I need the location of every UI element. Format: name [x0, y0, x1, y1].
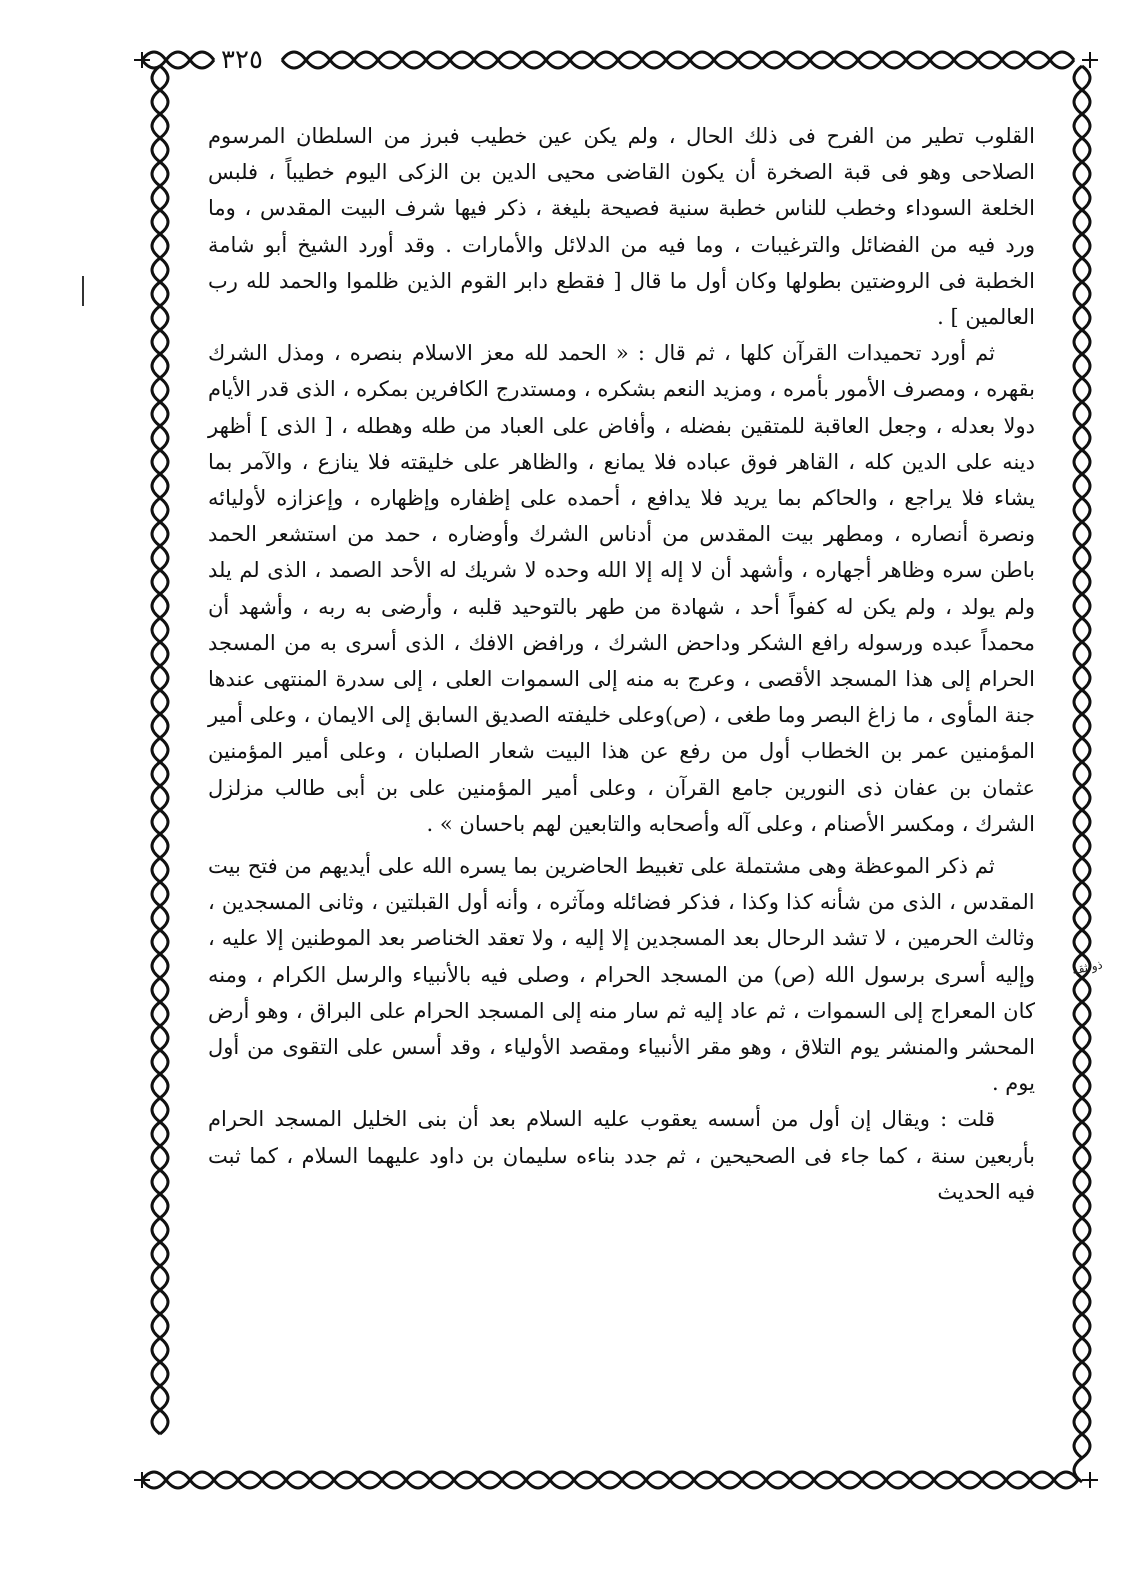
- line: وثالث الحرمين ، لا تشد الرحال بعد المسجدين إلا إليه ، ولا تعقد الخناصر بعد الموطنين إلا عليه ،: [208, 926, 1035, 951]
- line: وعرج به منه إلى السموات العلى ، إلى سدرة المنتهى عندها جنة المأوى ، ما زاغ البصر وما طغى ،: [208, 667, 1035, 728]
- line: رفع عن هذا البيت شعار الصلبان ، وعلى أمير المؤمنين عثمان بن عفان ذى النورين جامع القرآن ،: [208, 739, 1036, 800]
- line: بطولها وكان أول ما قال [ فقطع دابر القوم الذين ظلموا والحمد لله رب العالمين ] .: [208, 268, 1035, 330]
- line: فى قبة الصخرة أن يكون القاضى محيى الدين بن الزكى اليوم خطيباً ، فلبس الخلعة السوداء وخطب: [208, 160, 1035, 221]
- paragraph-3: [208, 848, 1035, 1101]
- line: ومطهر بيت المقدس من أدناس الشرك وأوضاره ، حمد من استشعر الحمد باطن سره وظاهر أجهاره ،: [208, 522, 1036, 583]
- body-text: [208, 118, 1035, 1463]
- page-number: ٣٢٥: [221, 45, 263, 75]
- line: وأشهد أن لا إله إلا الله وحده لا شريك له الأحد الصمد ، الذى لم يلد ولم يولد ، ولم يكن له كفواً: [208, 558, 1035, 619]
- line: المعراج إلى السموات ، ثم عاد إليه ثم سار منه إلى المسجد الحرام على البراق ، وهو أرض المحشر: [208, 998, 1035, 1060]
- line: وعلى أمير المؤمنين على بن أبى طالب مزلزل الشرك ، ومكسر الأصنام ، وعلى آله وأصحابه: [208, 775, 1035, 836]
- line: للناس خطبة سنية فصيحة بليغة ، ذكر فيها شرف البيت المقدس ، وما ورد فيه من الفضائل: [208, 196, 1035, 257]
- line: أحد ، شهادة من طهر بالتوحيد قلبه ، وأرضى به ربه ، وأشهد أن محمداً عبده ورسوله رافع الشكر: [208, 594, 1035, 655]
- line: والحاكم بما يريد فلا يدافع ، أحمده على إظفاره وإظهاره ، وإعزازه لأوليائه ونصرة أنصاره ،: [208, 486, 1035, 547]
- line: المقدس ، الذى من شأنه كذا وكذا ، فذكر فضائله ومآثره ، وأنه أول القبلتين ، وثانى المسجدين ،: [208, 890, 1035, 915]
- line: القلوب تطير من الفرح فى ذلك الحال ، ولم يكن عين خطيب فبرز من السلطان المرسوم الصلاحى وهو: [208, 124, 1035, 185]
- line: والمنشر يوم التلاق ، وهو مقر الأنبياء ومقصد الأولياء ، وقد أسس على التقوى من أول يوم .: [208, 1035, 1035, 1096]
- margin-note-handwritten: ذو ثقة: [1070, 957, 1104, 978]
- line: وإليه أسرى برسول الله (ص) من المسجد الحرام ، وصلى فيه بالأنبياء والرسل الكرام ، ومنه كان: [208, 962, 1035, 1023]
- line: الدين كله ، القاهر فوق عباده فلا يمانع ، والظاهر على خليقته فلا ينازع ، والآمر بما يشاء فلا يراجع ،: [208, 449, 1035, 511]
- paragraph-2: [208, 335, 1035, 842]
- border-top-left: [142, 52, 214, 68]
- line: قلت : ويقال إن أول من أسسه يعقوب عليه السلام بعد أن بنى الخليل المسجد الحرام بأربعين: [208, 1107, 1036, 1168]
- margin-mark: [82, 276, 84, 306]
- line: (ص)وعلى خليفته الصديق السابق إلى الايمان ، وعلى أمير المؤمنين عمر بن الخطاب أول من: [208, 703, 1036, 764]
- line: والتابعين لهم باحسان » .: [426, 811, 642, 836]
- line: ثم أورد تحميدات القرآن كلها ، ثم قال : « الحمد لله معز الاسلام بنصره ، ومذل الشرك بقهره ،: [208, 341, 1035, 402]
- line: بعدله ، وجعل العاقبة للمتقين بفضله ، وأفاض على العباد من طله وهطله ، [ الذى ] أظهر دينه على: [208, 413, 1035, 474]
- paragraph-4: [208, 1101, 1035, 1210]
- line: ثم ذكر الموعظة وهى مشتملة على تغبيط الحاضرين بما يسره الله على أيديهم من فتح بيت: [208, 854, 995, 879]
- line: وداحض الشرك ، ورافض الافك ، الذى أسرى به من المسجد الحرام إلى هذا المسجد الأقصى ،: [208, 630, 1036, 692]
- border-left: [152, 66, 168, 1434]
- line: سنة ، كما جاء فى الصحيحين ، ثم جدد بناءه سليمان بن داود عليهما السلام ، كما ثبت فيه الحديث: [208, 1143, 1035, 1204]
- paragraph-1: [208, 118, 1035, 335]
- line: ومصرف الأمور بأمره ، ومزيد النعم بشكره ، ومستدرج الكافرين بمكره ، الذى قدر الأيام دولا: [208, 377, 1035, 438]
- line: والترغيبات ، وما فيه من الدلائل والأمارات . وقد أورد الشيخ أبو شامة الخطبة فى الروضتين: [208, 232, 1035, 293]
